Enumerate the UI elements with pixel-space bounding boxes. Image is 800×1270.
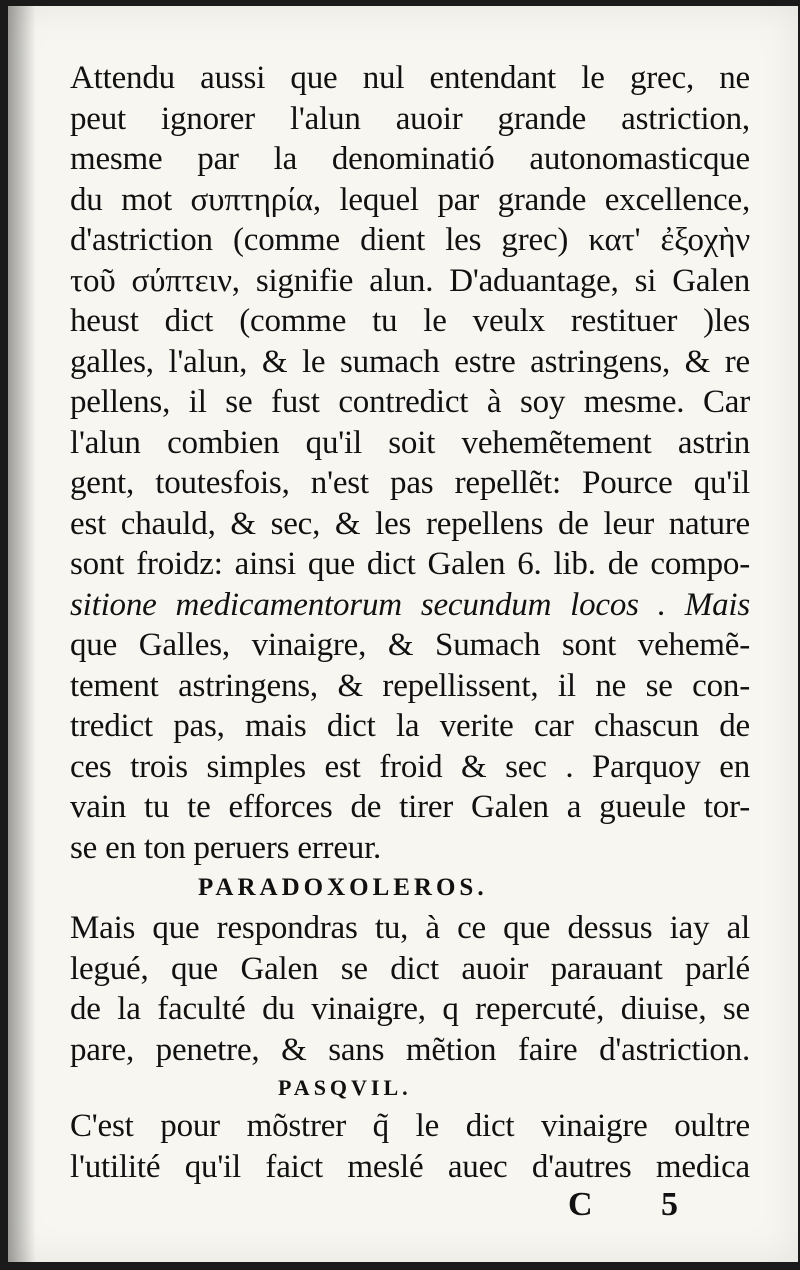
- text-line: l'utilité qu'il faict meslé auec d'autres medica: [70, 1148, 750, 1185]
- text-line: tredict pas, mais dict la verite car chascun de: [70, 708, 750, 744]
- text-line: gent, toutesfois, n'est pas repellẽt: Pource qu'il: [70, 465, 750, 501]
- text-line: sitione medicamentorum secundum locos . Mais: [70, 586, 750, 623]
- text-line: pare, penetre, & sans mẽtion faire d'astriction.: [70, 1031, 750, 1068]
- text-line: l'alun combien qu'il soit vehemẽtement astrin: [70, 424, 750, 461]
- text-line: de la faculté du vinaigre, q repercuté, diuise, se: [70, 991, 750, 1027]
- book-page: [8, 6, 798, 1262]
- section-heading-pasquil: PASQVIL.: [278, 1075, 412, 1100]
- text-line: vain tu te efforces de tirer Galen a gueule tor-: [70, 789, 750, 825]
- text-line: galles, l'alun, & le sumach estre astringens, & re: [70, 343, 750, 380]
- section-heading-paradoxoleros: PARADOXOLEROS.: [198, 874, 488, 901]
- text-line: que Galles, vinaigre, & Sumach sont vehemẽ-: [70, 627, 750, 663]
- text-line: C'est pour mõstrer q̃ le dict vinaigre oultre: [70, 1108, 750, 1144]
- text-line: tement astringens, & repellissent, il ne se con-: [70, 667, 750, 704]
- text-block: [70, 58, 750, 1187]
- text-line: mesme par la denominatió autonomasticque: [70, 141, 750, 177]
- text-line: du mot συπτηρία, lequel par grande excellence,: [70, 181, 750, 218]
- text-line: Attendu aussi que nul entendant le grec, ne: [70, 60, 750, 96]
- text-line: se en ton peruers erreur.: [70, 829, 382, 866]
- signature-mark: C 5: [568, 1186, 709, 1223]
- text-line: legué, que Galen se dict auoir parauant parlé: [70, 950, 750, 987]
- text-line: sont froidz: ainsi que dict Galen 6. lib. de compo-: [70, 546, 750, 582]
- text-line: d'astriction (comme dient les grec) κατ' ἐξοχὴν: [70, 222, 750, 258]
- text-line: ces trois simples est froid & sec . Parquoy en: [70, 748, 750, 785]
- text-line: est chauld, & sec, & les repellens de leur nature: [70, 505, 750, 542]
- gutter-shadow: [8, 6, 36, 1262]
- text-line: heust dict (comme tu le veulx restituer )les: [70, 303, 750, 339]
- text-line: pellens, il se fust contredict à soy mesme. Car: [70, 384, 750, 420]
- text-line: τοῦ σύπτειν, signifie alun. D'aduantage, si Galen: [70, 262, 750, 299]
- text-line: peut ignorer l'alun auoir grande astriction,: [70, 100, 750, 137]
- text-line: Mais que respondras tu, à ce que dessus iay al: [70, 910, 750, 946]
